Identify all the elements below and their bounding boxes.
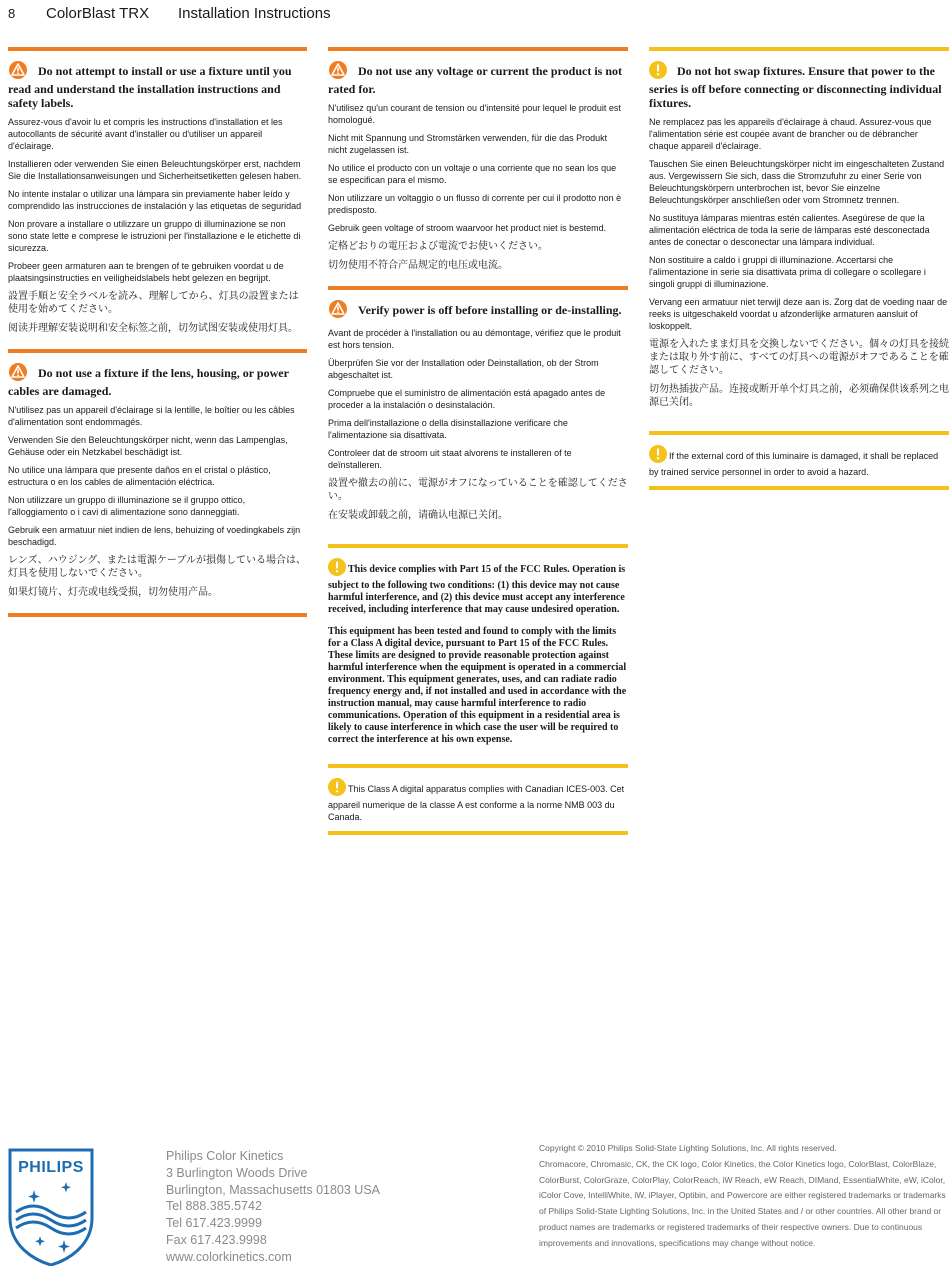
warning-text-nl: Gebruik een armatuur niet indien de lens, behuizing of voedingkabels zijn beschadigd.: [8, 525, 301, 547]
warning-triangle-icon: [8, 363, 28, 384]
warning-text-es: No utilice el producto con un voltaje o una corriente que no sean los que se especifican para el mismo.: [328, 163, 617, 185]
warning-triangle-icon: [328, 300, 348, 321]
info-exclamation-icon: [328, 778, 346, 799]
page-number: 8: [8, 6, 16, 21]
address-tel-2: Tel 617.423.9999: [166, 1216, 262, 1231]
warning-text-fr: Avant de procéder à l'installation ou au démontage, vérifiez que le produit est hors tension.: [328, 328, 621, 350]
ices-text-content: This Class A digital apparatus complies with Canadian ICES-003. Cet appareil numerique de la classe A est conforme a la norme NMB 003 du Canada.: [328, 784, 625, 822]
warning-text-ja: 設置や撤去の前に、電源がオフになっていることを確認してください。: [328, 478, 628, 502]
warning-triangle-icon: [8, 61, 28, 82]
warning-text-zh: 在安装或卸载之前，请确认电源已关闭。: [328, 510, 508, 521]
warning-power-off: [328, 286, 628, 522]
cord-damage-notice: [649, 431, 949, 490]
warning-text-es: Compruebe que el suministro de alimentación está apagado antes de proceder a la instalación o desinstalación.: [328, 388, 606, 410]
copyright-line: Copyright © 2010 Philips Solid-State Lighting Solutions, Inc. All rights reserved.: [539, 1143, 837, 1153]
warning-text-zh: 如果灯镜片、灯壳或电线受损，切勿使用产品。: [8, 587, 218, 598]
page-header: [8, 5, 942, 25]
warning-title-text: Do not attempt to install or use a fixture until you read and understand the installation instructions and safety labels.: [8, 64, 292, 110]
philips-logo-text: PHILIPS: [18, 1159, 84, 1176]
fcc-notice: [328, 544, 628, 746]
philips-logo: [8, 1148, 94, 1266]
warning-text-it: Prima dell'installazione o della disinstallazione verificare che l'alimentazione sia disattivata.: [328, 418, 568, 440]
warning-text-de: Installieren oder verwenden Sie einen Beleuchtungskörper erst, nachdem Sie die Installationsanweisungen und Sicherheitsetiketten gelesen haben.: [8, 159, 302, 181]
warning-title: [328, 61, 628, 96]
address-city: Burlington, Massachusetts 01803 USA: [166, 1182, 381, 1197]
warning-title: [328, 300, 628, 321]
warning-read-instructions: [8, 47, 307, 335]
warning-title-text: Do not hot swap fixtures. Ensure that power to the series is off before connecting or disconnecting individual fixtures.: [649, 64, 942, 110]
column-2: [328, 47, 628, 849]
warning-triangle-icon: [328, 61, 348, 82]
warning-text-zh: 切勿使用不符合产品规定的电压或电流。: [328, 260, 508, 271]
info-exclamation-icon: [649, 445, 667, 466]
info-exclamation-icon: [649, 61, 667, 82]
warning-text-nl: Gebruik geen voltage of stroom waarvoor het product niet is bestemd.: [328, 223, 607, 233]
warning-text-es: No utilice una lámpara que presente daños en el cristal o plástico, estructura o en los cables de alimentación eléctrica.: [8, 465, 271, 487]
address-company: Philips Color Kinetics: [166, 1149, 284, 1163]
address-fax: Fax 617.423.9998: [166, 1232, 267, 1247]
warning-text-fr: N'utilisez pas un appareil d'éclairage si la lentille, le boîtier ou les câbles d'alimentation sont endommagés.: [8, 405, 295, 427]
address-tel-1: Tel 888.385.5742: [166, 1199, 262, 1214]
warning-title-text: Do not use any voltage or current the product is not rated for.: [328, 64, 622, 96]
warning-title: [8, 363, 307, 398]
cord-note-content: If the external cord of this luminaire is damaged, it shall be replaced by trained service personnel in order to avoid a hazard.: [649, 451, 939, 477]
warning-title-text: Verify power is off before installing or de-installing.: [358, 303, 622, 317]
warning-text-nl: Controleer dat de stroom uit staat alvorens te installeren of te deïnstalleren.: [328, 448, 572, 470]
column-3: [649, 47, 949, 504]
info-exclamation-icon: [328, 558, 346, 580]
warning-text-es: No sustituya lámparas mientras estén calientes. Asegúrese de que la alimentación eléctrica de toda la serie de lámparas esté desconectada antes de conectar o desconectar una lámpara individual.: [649, 213, 930, 247]
cord-note-text: [649, 445, 949, 478]
warning-text-de: Nicht mit Spannung und Stromstärken verwenden, für die das Produkt nicht zugelassen ist.: [328, 133, 608, 155]
company-address: [166, 1148, 380, 1266]
product-name: ColorBlast TRX: [46, 5, 150, 22]
fcc-paragraph-2: This equipment has been tested and found to comply with the limits for a Class A digital device, pursuant to Part 15 of the FCC Rules. These limits are designed to provide reasonable protection against harmful interference when the equipment is operated in a commercial environment. This equipment generates, uses, and can radiate radio frequency energy and, if not installed and used in accordance with the instruction manual, may cause harmful interference to radio communications. Operation of this equipment in a residential area is likely to cause interference in which case the user will be required to correct the interference at his own expense.: [328, 626, 627, 745]
warning-text-fr: N'utilisez qu'un courant de tension ou d'intensité pour lequel le produit est homologué.: [328, 103, 621, 125]
fcc-paragraph-1: [328, 558, 628, 616]
copyright-block: [539, 1141, 950, 1252]
warning-text-ja: レンズ、ハウジング、または電源ケーブルが損傷している場合は、灯具を使用しないでください。: [8, 555, 306, 579]
warning-voltage-rating: [328, 47, 628, 272]
warning-text-zh: 切勿热插拔产品。连接或断开单个灯具之前，必须确保供该系列之电源已关闭。: [649, 384, 949, 408]
warning-text-de: Tauschen Sie einen Beleuchtungskörper nicht im eingeschalteten Zustand aus. Vergewissern Sie sich, dass die Stromzufuhr zu einer Serie von Beleuchtungskörpern unterbrochen ist, bevor Sie einzelne Beleuchtungskörper anschließen oder vom Stromnetz trennen.: [649, 159, 945, 205]
trademarks-text: Chromacore, Chromasic, CK, the CK logo, Color Kinetics, the Color Kinetics logo, ColorBlast, ColorBlaze, ColorBurst, ColorGraze, ColorPlay, ColorReach, iW Reach, eW Reach, DIMand, EssentialWhite, eW, iColor, iColor Cove, IntelliWhite, iW, iPlayer, Optibin, and Powercore are either registered trademarks or trademarks of Philips Solid-State Lighting Solutions, Inc. in the United States and / or other countries. All other brand or product names are trademarks or registered trademarks of their respective owners. Due to continuous improvements and innovations, specifications may change without notice.: [539, 1158, 946, 1248]
warning-text-nl: Vervang een armatuur niet terwijl deze aan is. Zorg dat de voeding naar de reeks is uitgeschakeld voordat u afzonderlijke armaturen aansluit of loskoppelt.: [649, 297, 948, 331]
warning-title: [649, 61, 949, 110]
ices-text: [328, 778, 628, 823]
warning-text-it: Non sostituire a caldo i gruppi di illuminazione. Accertarsi che l'alimentazione in serie sia disattivata prima di collegare o scollegare i singoli gruppi di illuminazione.: [649, 255, 926, 289]
warning-text-de: Überprüfen Sie vor der Installation oder Deinstallation, ob der Strom abgeschaltet ist.: [328, 358, 599, 380]
warning-hot-swap: [649, 47, 949, 409]
warning-text-fr: Ne remplacez pas les appareils d'éclairage à chaud. Assurez-vous que l'alimentation série est coupée avant de brancher ou de débrancher chaque appareil d'éclairage.: [649, 117, 932, 151]
warning-text-de: Verwenden Sie den Beleuchtungskörper nicht, wenn das Lampenglas, Gehäuse oder ein Netzkabel beschädigt ist.: [8, 435, 288, 457]
warning-text-it: Non utilizzare un voltaggio o un flusso di corrente per cui il prodotto non è predisposto.: [328, 193, 622, 215]
warning-text-es: No intente instalar o utilizar una lámpara sin previamente haber leído y comprendido las instrucciones de instalación y las etiquetas de seguridad: [8, 189, 302, 211]
warning-text-ja: 定格どおりの電圧および電流でお使いください。: [328, 241, 548, 252]
warning-text-nl: Probeer geen armaturen aan te brengen of te gebruiken voordat u de plaatsingsinstructies en veiligheidslabels hebt gelezen en begrijpt.: [8, 261, 284, 283]
fcc-paragraph-1-text: This device complies with Part 15 of the FCC Rules. Operation is subject to the following two conditions: (1) this device may not cause harmful interference, and (2) this device must accept any interference received, including interference that may cause undesired operation.: [328, 564, 626, 615]
warning-damaged-fixture: [8, 349, 307, 617]
section-title: Installation Instructions: [178, 5, 331, 22]
column-1: [8, 47, 307, 631]
warning-text-it: Non utilizzare un gruppo di illuminazione se il gruppo ottico, l'alloggiamento o i cavi di alimentazione sono danneggiati.: [8, 495, 246, 517]
warning-text-ja: 電源を入れたまま灯具を交換しないでください。個々の灯具を接続または取り外す前に、すべての灯具への電源がオフであることを確認してください。: [649, 339, 949, 376]
warning-title-text: Do not use a fixture if the lens, housing, or power cables are damaged.: [8, 366, 289, 398]
warning-text-zh: 阅读并理解安装说明和安全标签之前，切勿试图安装或使用灯具。: [8, 323, 298, 334]
warning-text-fr: Assurez-vous d'avoir lu et compris les instructions d'installation et les autocollants de sécurité avant d'installer ou d'utiliser un appareil d'éclairage.: [8, 117, 283, 151]
address-street: 3 Burlington Woods Drive: [166, 1165, 308, 1180]
warning-title: [8, 61, 307, 110]
ices-notice: [328, 764, 628, 835]
warning-text-ja: 設置手順と安全ラベルを読み、理解してから、灯具の設置または使用を始めてください。: [8, 291, 299, 315]
address-website: www.colorkinetics.com: [166, 1249, 292, 1264]
warning-text-it: Non provare a installare o utilizzare un gruppo di illuminazione se non sono state lette e comprese le istruzioni per l'installazione e le etichette di sicurezza.: [8, 219, 301, 253]
